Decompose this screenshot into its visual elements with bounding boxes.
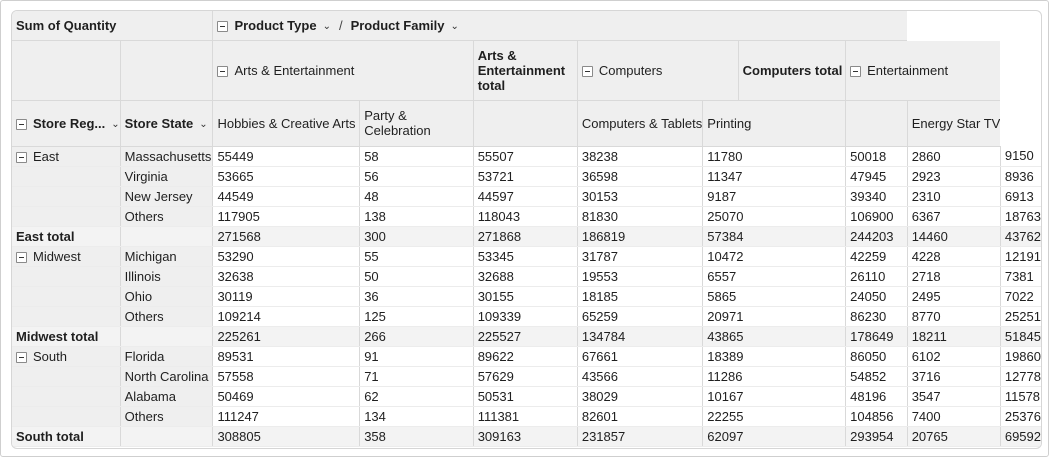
value-cell: 91	[360, 346, 473, 366]
column-header: Party & Celebration	[360, 100, 473, 146]
region-label	[12, 366, 120, 386]
column-header	[846, 100, 908, 146]
region-label[interactable]: South	[12, 346, 120, 366]
value-cell: 2718	[907, 266, 1000, 286]
value-cell: 18211	[907, 326, 1000, 346]
column-fields-header	[213, 11, 907, 40]
value-cell: 138	[360, 206, 473, 226]
collapse-icon[interactable]	[16, 352, 27, 363]
value-cell: 18185	[577, 286, 702, 306]
column-header: Printing	[703, 100, 846, 146]
value-cell: 19860	[1000, 346, 1041, 366]
value-cell: 65259	[577, 306, 702, 326]
value-cell: 6102	[907, 346, 1000, 366]
column-group-label: Arts & Entertainment	[234, 62, 355, 78]
column-group-label: Computers	[598, 62, 663, 78]
value-cell: 39340	[846, 186, 908, 206]
column-header: Hobbies & Creative Arts	[213, 100, 360, 146]
value-cell: 62097	[703, 426, 846, 446]
value-cell: 32638	[213, 266, 360, 286]
value-cell: 53345	[473, 246, 577, 266]
value-cell: 38029	[577, 386, 702, 406]
value-cell: 3716	[907, 366, 1000, 386]
value-cell: 9150	[1000, 146, 1041, 166]
value-cell: 48	[360, 186, 473, 206]
column-computers-total: Computers total	[738, 40, 846, 100]
value-cell: 7381	[1000, 266, 1041, 286]
value-cell: 225527	[473, 326, 577, 346]
value-cell: 3547	[907, 386, 1000, 406]
value-cell: 2923	[907, 166, 1000, 186]
value-cell: 225261	[213, 326, 360, 346]
value-cell: 117905	[213, 206, 360, 226]
collapse-icon[interactable]	[16, 152, 27, 163]
value-cell: 11578	[1000, 386, 1041, 406]
field-separator: /	[338, 17, 343, 33]
state-label	[120, 226, 213, 246]
collapse-icon[interactable]	[850, 66, 861, 77]
value-cell: 54852	[846, 366, 908, 386]
value-cell: 109339	[473, 306, 577, 326]
value-cell: 178649	[846, 326, 908, 346]
value-cell: 20971	[703, 306, 846, 326]
value-cell: 86230	[846, 306, 908, 326]
value-cell: 231857	[577, 426, 702, 446]
table-row	[12, 366, 1041, 386]
value-cell: 71	[360, 366, 473, 386]
collapse-icon[interactable]	[16, 119, 27, 130]
value-cell: 31787	[577, 246, 702, 266]
value-cell: 48196	[846, 386, 908, 406]
value-cell: 36598	[577, 166, 702, 186]
value-cell: 53665	[213, 166, 360, 186]
region-label	[12, 266, 120, 286]
value-cell: 134784	[577, 326, 702, 346]
row-field-store-region[interactable]: Store Reg... ⌄	[12, 100, 120, 146]
value-cell: 309163	[473, 426, 577, 446]
state-label: Ohio	[120, 286, 213, 306]
state-label: Alabama	[120, 386, 213, 406]
value-cell: 30153	[577, 186, 702, 206]
value-cell: 32688	[473, 266, 577, 286]
value-cell: 44597	[473, 186, 577, 206]
value-cell: 30155	[473, 286, 577, 306]
value-cell: 56	[360, 166, 473, 186]
value-cell: 57629	[473, 366, 577, 386]
value-cell: 10167	[703, 386, 846, 406]
table-row	[12, 166, 1041, 186]
value-cell: 12778	[1000, 366, 1041, 386]
value-cell: 8936	[1000, 166, 1041, 186]
column-header: Computers & Tablets	[577, 100, 702, 146]
collapse-icon[interactable]	[217, 66, 228, 77]
value-cell: 86050	[846, 346, 908, 366]
value-cell: 47945	[846, 166, 908, 186]
value-cell: 38238	[577, 146, 702, 166]
value-cell: 358	[360, 426, 473, 446]
table-row	[12, 146, 1041, 166]
value-cell: 25070	[703, 206, 846, 226]
value-cell: 266	[360, 326, 473, 346]
column-field-product-family[interactable]: Product Family	[350, 17, 445, 33]
column-group-arts[interactable]	[213, 40, 473, 100]
table-row	[12, 286, 1041, 306]
state-label: Others	[120, 306, 213, 326]
value-cell: 30119	[213, 286, 360, 306]
value-cell: 44549	[213, 186, 360, 206]
value-cell: 109214	[213, 306, 360, 326]
value-cell: 134	[360, 406, 473, 426]
value-cell: 9187	[703, 186, 846, 206]
region-label	[12, 186, 120, 206]
table-row	[12, 346, 1041, 366]
value-cell: 25251	[1000, 306, 1041, 326]
table-row	[12, 266, 1041, 286]
value-cell: 111381	[473, 406, 577, 426]
value-cell: 57384	[703, 226, 846, 246]
value-cell: 293954	[846, 426, 908, 446]
value-cell: 10472	[703, 246, 846, 266]
state-label: Others	[120, 406, 213, 426]
corner-label: Sum of Quantity	[12, 11, 213, 40]
value-cell: 36	[360, 286, 473, 306]
value-cell: 89622	[473, 346, 577, 366]
value-cell: 50018	[846, 146, 908, 166]
total-row	[12, 326, 1041, 346]
value-cell: 51845	[1000, 326, 1041, 346]
value-cell: 18389	[703, 346, 846, 366]
value-cell: 26110	[846, 266, 908, 286]
column-group-label: Entertainment	[867, 62, 949, 78]
value-cell: 22255	[703, 406, 846, 426]
value-cell: 24050	[846, 286, 908, 306]
region-label	[12, 166, 120, 186]
value-cell: 69592	[1000, 426, 1041, 446]
column-field-product-type[interactable]: Product Type	[234, 17, 317, 33]
state-label: Massachusetts	[120, 146, 213, 166]
table-row	[12, 246, 1041, 266]
table-row	[12, 306, 1041, 326]
region-label[interactable]: East	[12, 146, 120, 166]
value-cell: 81830	[577, 206, 702, 226]
region-label	[12, 406, 120, 426]
total-row	[12, 226, 1041, 246]
value-cell: 7022	[1000, 286, 1041, 306]
value-cell: 6367	[907, 206, 1000, 226]
value-cell: 186819	[577, 226, 702, 246]
value-cell: 12191	[1000, 246, 1041, 266]
value-cell: 55449	[213, 146, 360, 166]
state-label: Illinois	[120, 266, 213, 286]
value-cell: 4228	[907, 246, 1000, 266]
value-cell: 57558	[213, 366, 360, 386]
value-cell: 8770	[907, 306, 1000, 326]
pivot-body	[12, 146, 1041, 446]
state-label	[120, 326, 213, 346]
value-cell: 5865	[703, 286, 846, 306]
column-group-computers[interactable]	[577, 40, 738, 100]
value-cell: 125	[360, 306, 473, 326]
value-cell: 106900	[846, 206, 908, 226]
value-cell: 62	[360, 386, 473, 406]
region-label	[12, 386, 120, 406]
state-label	[120, 426, 213, 446]
state-label: Michigan	[120, 246, 213, 266]
value-cell: 67661	[577, 346, 702, 366]
table-row	[12, 186, 1041, 206]
value-cell: 11780	[703, 146, 846, 166]
value-cell: 53721	[473, 166, 577, 186]
value-cell: 308805	[213, 426, 360, 446]
value-cell: 55	[360, 246, 473, 266]
value-cell: 25376	[1000, 406, 1041, 426]
value-cell: 58	[360, 146, 473, 166]
value-cell: 2310	[907, 186, 1000, 206]
state-label: Others	[120, 206, 213, 226]
region-total-label: Midwest total	[12, 326, 120, 346]
state-label: Virginia	[120, 166, 213, 186]
value-cell: 89531	[213, 346, 360, 366]
value-cell: 11286	[703, 366, 846, 386]
value-cell: 2495	[907, 286, 1000, 306]
value-cell: 11347	[703, 166, 846, 186]
region-label	[12, 286, 120, 306]
chevron-down-icon[interactable]: ⌄	[111, 118, 120, 130]
state-label: Florida	[120, 346, 213, 366]
state-label: North Carolina	[120, 366, 213, 386]
pivot-grid	[12, 11, 1041, 447]
region-label[interactable]: Midwest	[12, 246, 120, 266]
column-header	[473, 100, 577, 146]
value-cell: 20765	[907, 426, 1000, 446]
value-cell: 18763	[1000, 206, 1041, 226]
column-arts-total: Arts & Entertainment total	[473, 40, 577, 100]
chevron-down-icon[interactable]: ⌄	[322, 20, 331, 32]
region-total-label: East total	[12, 226, 120, 246]
value-cell: 244203	[846, 226, 908, 246]
table-row	[12, 406, 1041, 426]
value-cell: 53290	[213, 246, 360, 266]
value-cell: 19553	[577, 266, 702, 286]
value-cell: 43762	[1000, 226, 1041, 246]
value-cell: 6557	[703, 266, 846, 286]
value-cell: 104856	[846, 406, 908, 426]
value-cell: 43566	[577, 366, 702, 386]
value-cell: 50	[360, 266, 473, 286]
header-spacer	[12, 40, 120, 100]
chevron-down-icon[interactable]: ⌄	[450, 20, 459, 32]
value-cell: 111247	[213, 406, 360, 426]
value-cell: 42259	[846, 246, 908, 266]
table-row	[12, 386, 1041, 406]
region-total-label: South total	[12, 426, 120, 446]
header-spacer	[120, 40, 213, 100]
value-cell: 50469	[213, 386, 360, 406]
region-label	[12, 306, 120, 326]
value-cell: 55507	[473, 146, 577, 166]
value-cell: 118043	[473, 206, 577, 226]
value-cell: 14460	[907, 226, 1000, 246]
table-row	[12, 206, 1041, 226]
collapse-icon[interactable]	[582, 66, 593, 77]
value-cell: 50531	[473, 386, 577, 406]
value-cell: 271868	[473, 226, 577, 246]
value-cell: 6913	[1000, 186, 1041, 206]
value-cell: 2860	[907, 146, 1000, 166]
collapse-icon[interactable]	[16, 252, 27, 263]
row-field-store-state[interactable]: Store State ⌄	[120, 100, 213, 146]
value-cell: 82601	[577, 406, 702, 426]
value-cell: 271568	[213, 226, 360, 246]
region-label	[12, 206, 120, 226]
state-label: New Jersey	[120, 186, 213, 206]
value-cell: 300	[360, 226, 473, 246]
pivot-table	[11, 10, 1042, 449]
value-cell: 7400	[907, 406, 1000, 426]
total-row	[12, 426, 1041, 446]
collapse-icon[interactable]	[217, 21, 228, 32]
column-header: Energy Star TV	[907, 100, 1000, 146]
chevron-down-icon[interactable]: ⌄	[199, 118, 208, 130]
column-group-entertainment[interactable]	[846, 40, 1001, 100]
value-cell: 43865	[703, 326, 846, 346]
